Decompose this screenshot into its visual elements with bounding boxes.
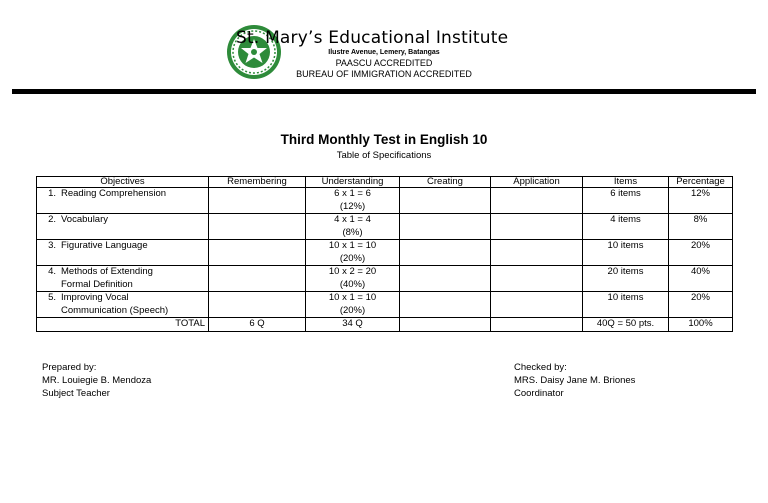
header-divider — [12, 89, 756, 94]
creating-cell — [400, 188, 491, 214]
accreditation-paascu: PAASCU ACCREDITED — [335, 58, 433, 68]
remembering-cell — [209, 214, 306, 240]
checked-by-label: Checked by: — [514, 362, 567, 373]
objective-cell: 2. Vocabulary — [37, 214, 209, 240]
total-label: TOTAL — [37, 318, 209, 332]
school-name: St. Mary’s Educational Institute — [236, 28, 509, 48]
document-subtitle: Table of Specifications — [336, 150, 432, 161]
creating-cell — [400, 240, 491, 266]
percentage-cell: 12% — [669, 188, 733, 214]
total-remembering: 6 Q — [209, 318, 306, 332]
application-cell — [491, 188, 583, 214]
items-cell: 10 items — [583, 292, 669, 318]
table-row — [37, 188, 733, 214]
header-creating: Creating — [400, 177, 491, 188]
items-cell: 4 items — [583, 214, 669, 240]
header-percentage: Percentage — [669, 177, 733, 188]
understanding-cell: 4 x 1 = 4 (8%) — [306, 214, 400, 240]
understanding-cell: 10 x 2 = 20 (40%) — [306, 266, 400, 292]
table-row — [37, 214, 733, 240]
specifications-table — [36, 176, 733, 332]
total-creating — [400, 318, 491, 332]
creating-cell — [400, 214, 491, 240]
understanding-cell: 10 x 1 = 10 (20%) — [306, 240, 400, 266]
document-title: Third Monthly Test in English 10 — [280, 132, 488, 147]
understanding-cell: 6 x 1 = 6 (12%) — [306, 188, 400, 214]
percentage-cell: 40% — [669, 266, 733, 292]
remembering-cell — [209, 292, 306, 318]
total-percentage: 100% — [669, 318, 733, 332]
header-remembering: Remembering — [209, 177, 306, 188]
remembering-cell — [209, 266, 306, 292]
total-understanding: 34 Q — [306, 318, 400, 332]
application-cell — [491, 266, 583, 292]
creating-cell — [400, 292, 491, 318]
remembering-cell — [209, 188, 306, 214]
checked-by-block — [514, 361, 635, 400]
table-row — [37, 266, 733, 292]
percentage-cell: 8% — [669, 214, 733, 240]
remembering-cell — [209, 240, 306, 266]
header-application: Application — [491, 177, 583, 188]
table-total-row — [37, 318, 733, 332]
accreditation-immigration: BUREAU OF IMMIGRATION ACCREDITED — [296, 69, 472, 79]
percentage-cell: 20% — [669, 292, 733, 318]
application-cell — [491, 240, 583, 266]
items-cell: 10 items — [583, 240, 669, 266]
prepared-by-block — [42, 361, 151, 400]
objective-cell: 4. Methods of Extending Formal Definition — [37, 266, 209, 292]
checked-by-name: MRS. Daisy Jane M. Briones — [514, 375, 636, 386]
items-cell: 20 items — [583, 266, 669, 292]
checked-by-role: Coordinator — [514, 388, 564, 399]
items-cell: 6 items — [583, 188, 669, 214]
total-items: 40Q = 50 pts. — [583, 318, 669, 332]
header-objectives: Objectives — [37, 177, 209, 188]
application-cell — [491, 292, 583, 318]
application-cell — [491, 214, 583, 240]
school-address: Ilustre Avenue, Lemery, Batangas — [328, 49, 440, 56]
table-row — [37, 240, 733, 266]
objective-cell: 1. Reading Comprehension — [37, 188, 209, 214]
prepared-by-role: Subject Teacher — [42, 388, 110, 399]
prepared-by-label: Prepared by: — [42, 362, 97, 373]
understanding-cell: 10 x 1 = 10 (20%) — [306, 292, 400, 318]
table-header-row — [37, 177, 733, 188]
total-application — [491, 318, 583, 332]
objective-cell: 3. Figurative Language — [37, 240, 209, 266]
header-items: Items — [583, 177, 669, 188]
prepared-by-name: MR. Louiegie B. Mendoza — [42, 375, 152, 386]
header-understanding: Understanding — [306, 177, 400, 188]
percentage-cell: 20% — [669, 240, 733, 266]
objective-cell: 5. Improving Vocal Communication (Speech) — [37, 292, 209, 318]
table-row — [37, 292, 733, 318]
creating-cell — [400, 266, 491, 292]
